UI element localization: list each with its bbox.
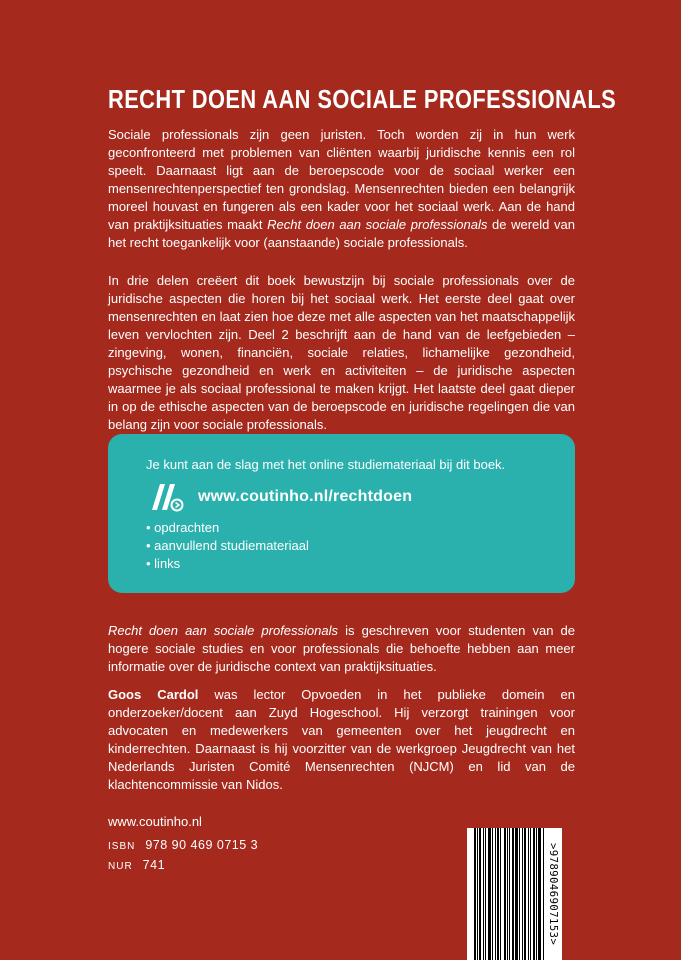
body-paragraph: In drie delen creëert dit boek bewustzijn bij sociale professionals over de juridische aspecten die horen bij het sociaal werk. Het eerste deel gaat over mensenrechten en laat zien hoe deze met alle aspecten van het maatschappelijk leven vervlochten zijn. Deel 2 beschrijft aan de hand van de leefgebieden – zingeving, wonen, financiën, sociale relaties, lichamelijke gezondheid, psychische gezondheid en werk en activiteiten – de juridische aspecten waarmee je als sociaal professional te maken krijgt. Het laatste deel gaat dieper in op de ethische aspecten van de beroepscode en juridische regelingen die van belang zijn voor sociale professionals. [108,273,575,432]
audience-paragraph [108,622,575,676]
online-material-box [108,434,575,593]
author-bio: was lector Opvoeden in het publieke domein en onderzoeker/docent aan Zuyd Hogeschool. Hij verzorgt trainingen voor advocaten en medewerkers van gemeenten over het jeugdrecht en kinderrechten. Daarnaast is hij voorzitter van de werkgroep Jeugdrecht van het Nederlands Juristen Comité Mensenrechten (NJCM) en lid van de klachtencommissie van Nidos. [108,687,575,792]
intro-text-2: de wereld van het recht toegankelijk voor (aanstaande) sociale professionals. [108,217,575,250]
online-box-intro: Je kunt aan de slag met het online studiemateriaal bij dit boek. [146,457,506,472]
author-paragraph [108,686,575,794]
online-url-row [146,482,537,512]
book-title: RECHT DOEN AAN SOCIALE PROFESSIONALS [108,84,617,114]
list-item: • links [146,555,537,573]
barcode-bars [467,828,546,960]
audience-book-title: Recht doen aan sociale professionals [108,623,339,638]
barcode-number: >9789046907153> [547,842,559,946]
intro-paragraph [108,126,575,252]
list-item: • aanvullend studiemateriaal [146,537,537,555]
isbn-label: ISBN [108,841,136,852]
intro-book-title: Recht doen aan sociale professionals [267,217,488,232]
intro-text-1: Sociale professionals zijn geen juristen. Toch worden zij in hun werk geconfronteerd met problemen van cliënten waarbij juridische kennis een rol speelt. Daarnaast ligt aan de beroepscode voor de sociaal werker een mensenrechtenperspectief ten grondslag. Mensenrechten bieden een belangrijk moreel houvast en fungeren als een kader voor het sociaal werk. Aan de hand van praktijksituaties maakt [108,127,575,232]
author-name: Goos Cardol [108,687,199,702]
online-material-icon [146,482,186,512]
online-url: www.coutinho.nl/rechtdoen [198,488,413,505]
isbn-row [108,838,428,852]
online-material-list [146,519,537,573]
nur-value: 741 [142,858,166,872]
audience-text: is geschreven voor studenten van de hogere sociale studies en voor professionals die behoefte hebben aan meer informatie over de juridische context van praktijksituaties. [108,623,575,674]
publisher-website: www.coutinho.nl [108,814,202,829]
cover-footer [108,814,428,878]
nur-label: NUR [108,861,133,872]
nur-row [108,858,428,872]
barcode [467,828,562,960]
list-item: • opdrachten [146,519,537,537]
isbn-value: 978 90 469 0715 3 [145,838,259,852]
